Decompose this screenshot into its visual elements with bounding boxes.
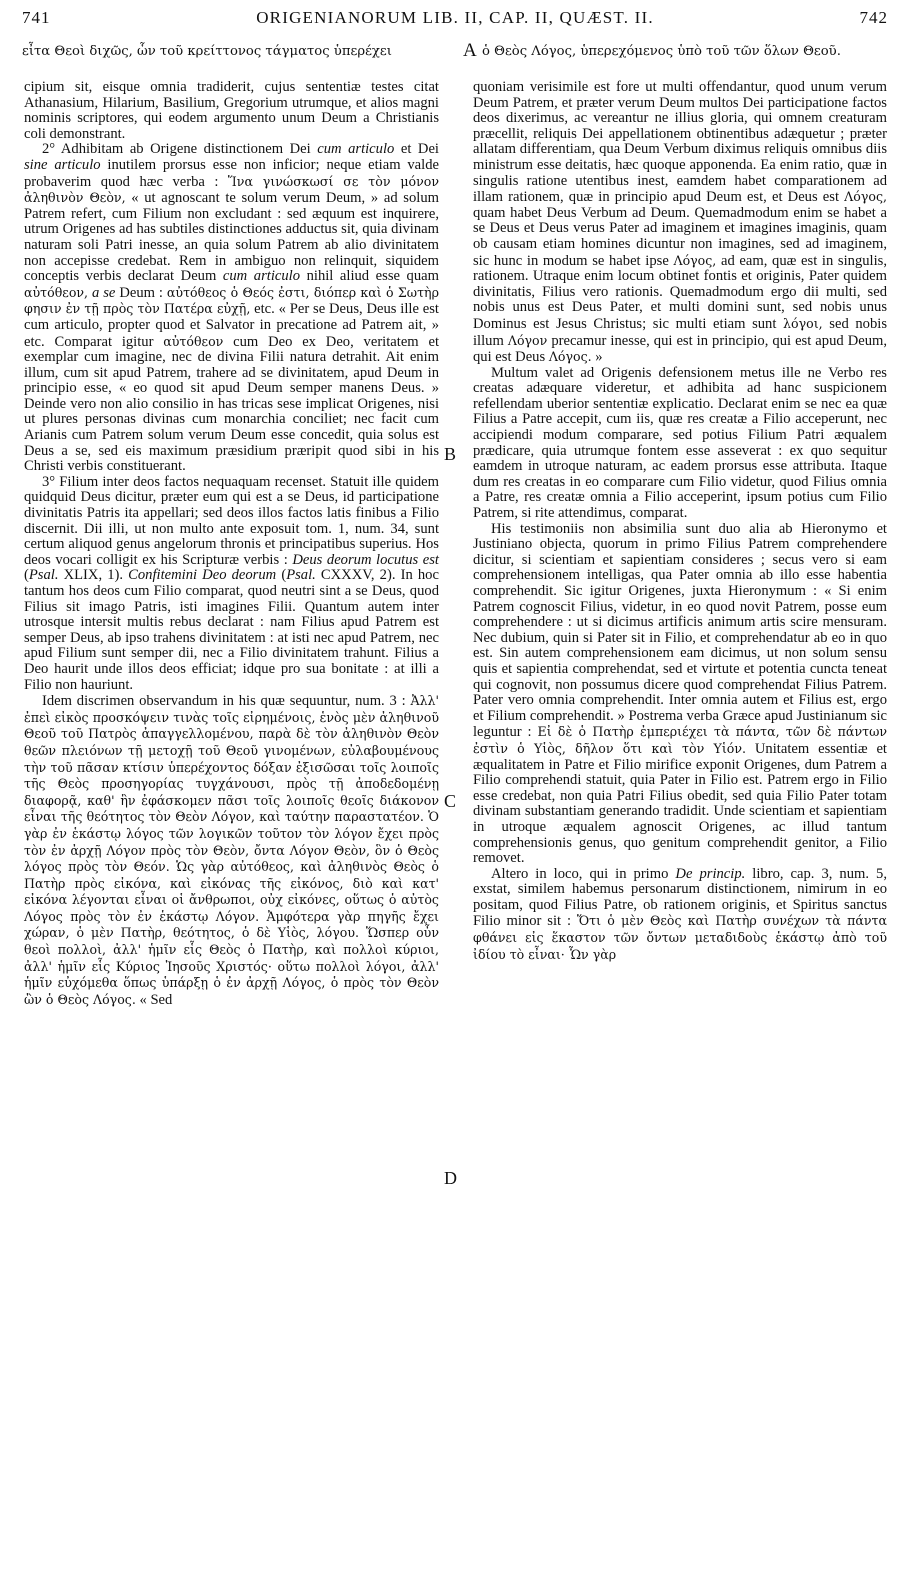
paragraph (473, 867, 887, 964)
greek-run: λόγοι, (783, 315, 823, 331)
italic-run: cum articulo (317, 141, 395, 158)
paragraph (24, 475, 439, 693)
italic-run: a se (88, 284, 116, 301)
text-run: Idem discrimen observandum in his quæ sequuntur, num. 3 : (42, 693, 411, 710)
text-run: Unitatem essentiæ et æqualitatem in Patre et Filio mirifice exponit Origenes, dum Patrem a Filio comprehendi statuit, quia Pater in Filio est. Patrem ergo in Filio esse credebat, non quia Patri Filius obedit, sed quia Filio Pater totam divinam substantiam generando tradidit. Unde scientiam et sapientiam in utroque æqualem agnoscit Origenes, ac illud tantum comprehensionis genus, quo genitum comprehendit genitor, a Filio removet. (473, 740, 887, 867)
text-run: « Sed (135, 991, 173, 1008)
text-run: CXXXV, 2). In hoc tantum hos deos cum Filio comparat, quod neutri sint a se Deus, quod Filius sit imago Patris, isti imagines Filii. Quantum autem inter utrosque intersit multis rebus declarat : nam Filius apud Patrem est semper Deus, ab ipso trahens divinitatem : at isti nec apud Patrem, nec apud Filium sunt semper dii, nec a Filio divinitatem trahunt. Filius a Deo haurit unde illos deos efficiat; idque pro sua bonitate : at illi a Filio non hauriunt. (24, 567, 439, 693)
text-run: cum Deo ex Deo, veritatem et exemplar cum imagine, nec de divina Filii natura detrahit. Ait enim illum, cum sit apud Patrem, trahere ad se divinitatem, apud Deum in principio esse, « eo quod sit apud Deum semper manens Deus. » Deinde vero non alio consilio in has tricas sese implicat Origenes, nisi ut plures personas divinas cum monarchia conciliet; nec facit cum Arianis cum Patrem solum verum Deum esse concedit, quia solus est Deus a se, sed eis maximum præsidium præripit quod sibi in his Christi verbis constituerant. (24, 333, 439, 475)
text-run: quoniam verisimile est fore ut multi offendantur, quod unum verum Deum Patrem, et præter verum Deum multos Dei participatione factos deos dixerimus, ac vereantur ne illius gloria, qui omnem creaturam præcellit, reliquis Dei appellationem obtinentibus adæquetur ; præter allatam differentiam, qua Deum Verbum diximus reliquis omnibus diis ministrum esse deitatis, hæc quoque apponenda. Ea enim ratio, quæ in singulis ratione utentibus inest, eamdem habet comparationem ad illam rationem, quæ in principio apud Deum est, et Deus est (473, 79, 887, 206)
margin-marker-c: C (444, 791, 457, 811)
greek-run: Λόγος. (548, 349, 592, 365)
greek-run: Λόγος, (673, 252, 717, 268)
italic-run: Confitemini Deo deorum (128, 567, 277, 584)
text-run: His testimoniis non absimilia sunt duo alia ab Hieronymo et Justiniano objecta, quorum in primo Filius Patrem comprehendere dicitur, si scientiam et sapientiam consideres ; secus vero si eam comprehensionem intelligas, qua Pater omnia ab illo esse habentia comprehendit. Sic igitur Origenes, juxta Hieronymum : « Si enim Patrem cognoscit Filius, videtur, in eo quod novit Patrem, posse eum comprehendere : ut si dicimus artificis animum artis scire mensuram. Nec dubium, quin si Pater sit in Filio, et comprehendatur ab eo in quo est. Sin autem comprehensionem eam dicimus, ut non solum sensu quis et sapientia comprehendat, sed et virtute et potentia cuncta teneat qui cognovit, non possumus dicere quod comprehendat Filius Patrem. Pater vero omnia comprehendit. Inter omnia autem et Filius est, ergo et Filium comprehendit. » Postrema verba Græce apud Justinianum sic leguntur : (473, 520, 887, 741)
margin-marker-a: A (463, 40, 477, 61)
text-run: « ut agnoscant te solum verum Deum, » ad solum Patrem refert, cum Filium non excludant : sed æquum est inquirere, utrum Origenes ad has subtiles distinctiones adductus sit, quia divinam naturam soli Patri inesse, an quia solum Patrem ab alio divinitatem non accepisse credebat. Rem in ambiguo non relinquit, siquidem conceptis verbis declarat Deum (24, 190, 439, 285)
text-run: et Dei (394, 141, 439, 158)
greek-header-line (22, 38, 888, 74)
greek-run: Λόγος, (844, 189, 887, 205)
text-run: quam habet Deus Verbum ad Deum. Quemadmodum enim se habet a se Deus et Deus verus Pater ad imaginem et imagines imaginis, quam ob causam etiam homines dicuntur non imagines, sed ad imaginem, sic hunc in modum se habet ipse (473, 204, 887, 269)
left-column (24, 80, 439, 1008)
greek-run: Ὅτι ὁ μὲν Θεὸς καὶ Πατὴρ συνέχων τὰ πάντα φθάνει εἰς ἕκαστον τῶν ὄντων μεταδιδοὺς ἑκάστῳ ἀπὸ τοῦ ἰδίου τὸ εἶναι· Ὧν γὰρ (473, 913, 888, 962)
greek-header-right: ὁ Θεὸς Λόγος, ὑπερεχόμενος ὑπὸ τοῦ τῶν ὅλων Θεοῦ. (482, 44, 841, 59)
text-run: XLIX, 1). (58, 567, 129, 584)
italic-run: cum articulo (222, 268, 301, 285)
text-run: 2° Adhibitam ab Origene distinctionem Dei (42, 141, 318, 158)
paragraph (473, 80, 887, 366)
paragraph (473, 522, 887, 867)
text-run: ( (276, 567, 287, 584)
running-head (22, 8, 888, 34)
italic-run: Psal. (286, 567, 316, 584)
italic-run: Psal. (28, 567, 59, 584)
greek-run: Λόγον (507, 332, 548, 348)
text-run: ad eam, quæ est in singulis, rationem. Utraque enim locum obtinet fontis et originis, Pater quidem divinitatis, Filius vero rationis. Quemadmodum ergo dii multi, sed nobis unus est Deus Pater, et multi domini sunt, sed nobis unus Dominus est Jesus Christus; sic multi etiam sunt (473, 252, 887, 332)
text-run: 3° Filium inter deos factos nequaquam recenset. Statuit ille quidem quidquid Deus dicitur, præter eum qui est a se Deus, id participatione divinitatis Patris ita appellari; sed deos illos factos latis finibus a Filio discernit. Dii illi, ut non multo ante exposuit tom. 1, num. 34, sunt certum aliquod genus angelorum thronis et principatibus superius. Hos deos vocari colligit ex his Scripturæ verbis : (24, 473, 439, 568)
running-title: ORIGENIANORUM LIB. II, CAP. II, QUÆST. II. (256, 8, 654, 27)
greek-run: αὐτόθεον, (24, 284, 89, 300)
text-run: » (591, 349, 603, 366)
margin-marker-b: B (444, 444, 457, 464)
text-run: inutilem prorsus esse non inficior; neque etiam valde probaverim quod hæc verba : (24, 156, 439, 190)
text-run: sed nobis illum (473, 315, 888, 349)
paragraph: cipium sit, eisque omnia tradiderit, cujus sententiæ testes citat Athanasium, Hilarium, Basilium, Gregorium utrumque, et alios magni nominis scriptores, qui eodem argumento unum Deum a Christianis coli demonstrant. (24, 79, 439, 142)
paragraph: Multum valet ad Origenis defensionem metus ille ne Verbo res creatas adæquare videretur, et adhibita ad hanc suspicionem refellendam uberior sententiæ explicatio. Declarat enim se nec ea quæ Filius a Patre accepit, cum iis, quæ res creatæ a Filio acceperunt, nec accipiendi modum comparare, sed potius Filium Patri æqualem prædicare, quia utrumque fontem esse asseverat : ex quo sequitur eamdem in utroque naturam, ac eadem prorsus esse attributa. Itaque dum res creatas in eo comparare cum Filio videtur, quod Filius omnia a Patre, res creatæ omnia a Filio acceperint, ipsum potius cum Filio Patrem, si rite attendimus, comparat. (473, 364, 887, 522)
greek-run: αὐτόθεος ὁ Θεός ἐστι, διόπερ καὶ ὁ Σωτὴρ φησιν ἐν τῇ πρὸς τὸν Πατέρα εὐχῇ, (24, 284, 439, 317)
greek-run: Εἰ δὲ ὁ Πατὴρ ἐμπεριέχει τὰ πάντα, τῶν δὲ πάντων ἐστὶν ὁ Υἱὸς, δῆλον ὅτι καὶ τὸν Υἱόν. (473, 724, 887, 756)
paragraph (24, 693, 439, 1008)
right-column (473, 80, 887, 963)
paragraph (24, 142, 439, 474)
text-run: etc. « Per se Deus, Deus ille est cum articulo, propter quod et Salvator in precatione ad Patrem ait, » etc. Comparat igitur (24, 301, 439, 350)
page-number-left: 741 (22, 8, 51, 27)
greek-run: Ἀλλ' ἐπεὶ εἰκὸς προσκόψειν τινὰς τοῖς εἰρημένοις, ἑνὸς μὲν ἀληθινοῦ Θεοῦ τοῦ Πατρὸς ἀπαγγελλομένου, παρὰ δὲ τὸν ἀληθινὸν Θεὸν θεῶν πλειόνων τῇ μετοχῇ τοῦ Θεοῦ γινομένων, εὐλαβουμένους τὴν τοῦ πᾶσαν κτίσιν ὑπερέχοντος δόξαν ἐξισῶσαι τοῖς λοιποῖς τῆς Θεὸς προσηγορίας τυγχάνουσι, πρὸς τῇ ἀποδεδομένῃ διαφορᾷ, καθ' ἣν ἐφάσκομεν πᾶσι τοῖς λοιποῖς θεοῖς διάκονον εἶναι τῆς θεότητος τὸν Θεὸν Λόγον, καὶ ταύτην παραστατέον. Ὁ γὰρ ἐν ἑκάστῳ λόγος τῶν λογικῶν τοῦτον τὸν λόγον ἔχει πρὸς τὸν ἐν ἀρχῇ Λόγον πρὸς τὸν Θεὸν, ὄντα Λόγον Θεὸν, ὃν ὁ Θεὸς λόγος πρὸς τὸν Θεόν. Ὡς γὰρ αὐτόθεος, καὶ ἀληθινὸς Θεὸς ὁ Πατὴρ πρὸς εἰκόνα, καὶ εἰκόνας τῆς εἰκόνος, διὸ καὶ κατ' εἰκόνα λέγονται εἶναι οἱ ἄνθρωποι, οὐχ εἰκόνες, οὕτως ὁ αὐτὸς Λόγος πρὸς τὸν ἐν ἑκάστῳ Λόγον. Ἀμφότερα γὰρ πηγῆς ἔχει χώραν, ὁ μὲν Πατὴρ, θεότητος, ὁ δὲ Υἱὸς, λόγου. Ὥσπερ οὖν θεοὶ πολλοὶ, ἀλλ' ἡμῖν εἷς Θεὸς ὁ Πατὴρ, καὶ πολλοὶ κύριοι, ἀλλ' ἡμῖν εἷς Κύριος Ἰησοῦς Χριστός· οὕτω πολλοὶ λόγοι, ἀλλ' ἡμῖν εὐχόμεθα ὅπως ὑπάρξῃ ὁ ἐν ἀρχῇ Λόγος, ὁ πρὸς τὸν Θεὸν ὢν ὁ Θεὸς Λόγος. (24, 693, 439, 1007)
italic-run: Deus deorum locutus est (292, 551, 439, 568)
text-run: nihil aliud esse quam (300, 268, 439, 285)
greek-header-left: εἶτα Θεοὶ διχῶς, ὧν τοῦ κρείττονος τάγματος ὑπερέχει (22, 44, 392, 59)
italic-run: De princip. (675, 865, 746, 882)
text-run: ( (24, 567, 29, 584)
page-number-right: 742 (859, 8, 888, 27)
italic-run: sine articulo (24, 156, 101, 173)
text-run: libro, cap. 3, num. 5, exstat, similem habemus personarum distinctionem, nimirum in eo positam, quod Filius Patre, ob rationem originis, et Spiritus sanctus Filio minor sit : (473, 865, 887, 930)
text-run: Altero in loco, qui in primo (491, 865, 676, 882)
greek-run: αὐτόθεον (163, 333, 224, 349)
text-run: Deum : (115, 284, 167, 301)
margin-marker-d: D (444, 1168, 457, 1188)
text-run: precamur inesse, qui est in principio, qui est apud Deum, qui est Deus (473, 332, 888, 366)
greek-run: Ἵνα γινώσκωσί σε τὸν μόνον ἀληθινὸν Θεὸν, (24, 173, 439, 206)
